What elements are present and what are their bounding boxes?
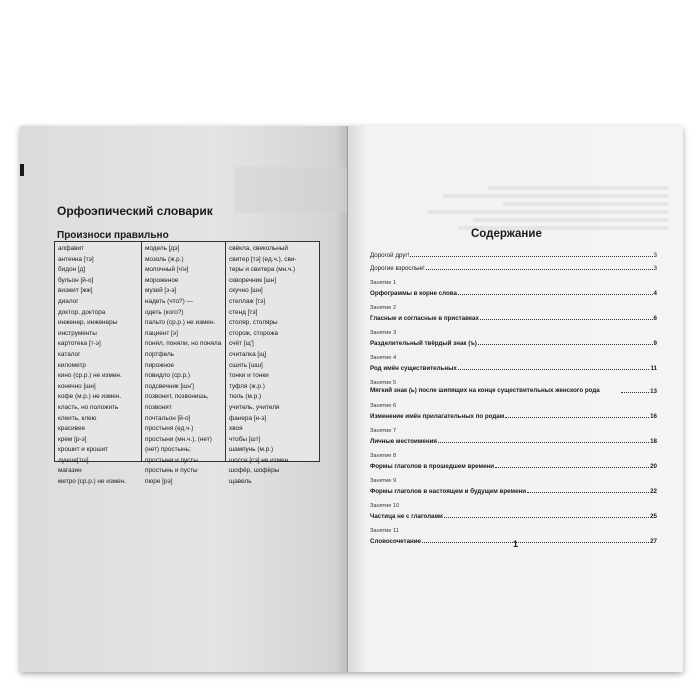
dictionary-entry: скворечник [шн] [229,276,276,284]
dictionary-entry: простыня (ед.ч.) [145,425,194,433]
toc-entry-title: Формы глаголов в настоящем и будущем времени [370,488,527,495]
dictionary-entry: каталог [58,350,81,358]
toc-leader-dots [480,319,653,320]
dictionary-entry: теры и свитера (мн.ч.) [229,266,296,274]
dictionary-entry: свёкла, свекольный [229,245,288,252]
page-edge-mark [20,164,24,176]
toc-page-number: 27 [650,538,657,545]
toc-entry-title: Мягкий знак (ь) после шипящих на конце существительных женского рода [370,387,600,394]
toc-page-number: 6 [653,315,657,322]
toc-leader-dots [458,294,653,295]
right-page [348,126,683,672]
toc-page-number: 22 [650,488,657,495]
dictionary-entry: позвонит, позвонишь, [145,393,209,401]
dictionary-entry: столяр, столяры [229,319,278,327]
dictionary-entry: подсвечник [шн'] [145,382,194,390]
dictionary-entry: модель [дэ] [145,245,180,252]
toc-entry [370,387,657,395]
dictionary-entry: крошит и крошит [58,446,109,454]
dictionary-entry: хвоя [229,425,243,433]
toc-page-number: 18 [650,438,657,445]
toc-lesson-label: Занятие 4 [370,355,397,361]
dictionary-entry: конечно [шн] [58,382,96,390]
toc-page-number: 20 [650,463,657,470]
toc-entry-title: Дорогие взрослые! [370,265,425,272]
dictionary-entry: музей [з-э] [145,287,177,295]
toc-lesson-label: Занятие 10 [370,503,400,509]
dictionary-entry: шоссе [сэ] не измен. [229,456,290,464]
toc-lesson-label: Занятие 2 [370,305,397,311]
toc-entry [370,312,657,322]
dictionary-entry: (нет) простынь; [145,446,191,454]
toc-leader-dots [621,392,649,393]
dictionary-entry: простыни (мн.ч.), (нет) [145,435,212,443]
dictionary-entry: мозоль (ж.р.) [145,255,184,263]
toc-lesson-label: Занятие 6 [370,403,397,409]
dictionary-entry: картотека [т-э] [58,340,101,348]
toc-page-number: 13 [650,388,657,395]
toc-lesson-label: Занятие 3 [370,330,397,336]
dictionary-entry: сшить [шш] [229,361,263,369]
faded-sticker [234,167,348,213]
dictionary-entry: пюре [рэ] [145,478,173,486]
toc-leader-dots [505,417,649,418]
toc-lesson-label: Занятие 1 [370,280,397,286]
dictionary-entry: бульон [й-о] [58,276,94,284]
toc-leader-dots [495,467,649,468]
contents-title: Содержание [471,228,542,240]
toc-leader-dots [422,542,649,543]
dictionary-entry: бидон [д] [58,266,86,274]
toc-entry [370,337,657,347]
dictionary-entry: класть, но положить [58,403,119,411]
toc-entry-title: Изменение имён прилагательных по родам [370,413,505,420]
toc-entry [370,287,657,297]
dictionary-title: Орфоэпический словарик [57,204,213,218]
dictionary-entry: учитель, учителя [229,403,280,411]
page-number: 1 [513,539,519,549]
dictionary-entry: пирожное [145,361,174,369]
toc-entry-title: Частица не с глаголами [370,513,443,520]
dictionary-entry: антенна [тэ] [58,255,94,263]
toc-page-number: 11 [650,365,657,372]
dictionary-entry: повидло (ср.р.) [145,372,190,380]
dictionary-entry: крем [р-э] [58,435,87,443]
dictionary-entry: шампунь (м.р.) [229,446,274,454]
toc-entry [370,410,657,420]
dictionary-entry: алфавит [58,245,84,252]
toc-leader-dots [426,269,653,270]
dictionary-entry: кино (ср.р.) не измен. [58,372,122,380]
dictionary-entry: чтобы [шт] [229,435,261,443]
dictionary-entry: лучше[тш] [58,456,89,464]
toc-entry-title: Дорогой друг! [370,252,410,259]
toc-entry [370,435,657,445]
toc-entry [370,259,657,272]
toc-leader-dots [478,344,653,345]
dictionary-entry: кофе (м.р.) не измен. [58,393,122,401]
toc-leader-dots [410,256,652,257]
toc-entry-title: Формы глаголов в прошедшем времени [370,463,495,470]
toc-entry-title: Род имён существительных [370,365,457,372]
dictionary-entry: фанера [н-э] [229,414,267,422]
dictionary-entry: портфель [145,350,175,358]
toc-lesson-label: Занятие 5 [370,380,397,386]
toc-leader-dots [458,369,650,370]
dictionary-entry: диалог [58,297,79,305]
dictionary-entry: инженер, инженеры [58,319,118,327]
dictionary-entry: щавель [229,478,252,486]
dictionary-entry: одеть (кого?) [145,308,184,316]
dictionary-entry: шофёр, шофёры [229,467,280,475]
dictionary-entry: метро (ср.р.) не измен. [58,478,127,486]
dictionary-entry: сторож, сторожа [229,329,278,337]
dictionary-entry: тонки и тонки [229,372,269,380]
toc-page-number: 25 [650,513,657,520]
toc-entry [370,246,657,259]
dictionary-entry: простыни и пусты [145,456,198,464]
toc-page-number: 4 [653,290,657,297]
dictionary-entry: магазин [58,467,82,475]
toc-entry [370,460,657,470]
left-page [20,126,348,672]
dictionary-entry: понял, поняли, но поняла [145,340,222,348]
dictionary-entry: молочный [ч'н] [145,266,189,274]
toc-lesson-label: Занятие 9 [370,478,397,484]
toc-page-number: 3 [653,265,657,272]
dictionary-subtitle: Произноси правильно [57,230,169,241]
dictionary-entry: почтальон [й-о] [145,414,191,422]
dictionary-entry: скучно [шн] [229,287,263,295]
toc-entry-title: Орфограммы в корне слова [370,290,457,297]
dictionary-entry: визжит [жж] [58,287,93,295]
dictionary-entry: километр [58,361,86,369]
dictionary-entry: инструменты [58,329,97,337]
dictionary-entry: пальто (ср.р.) не измен. [145,319,216,327]
dictionary-entry: считалка [щ] [229,350,267,358]
toc-lesson-label: Занятие 11 [370,528,399,534]
dictionary-entry: позвонят [145,403,172,411]
toc-leader-dots [444,517,649,518]
dictionary-entry: свитер [тэ] (ед.ч.), сви- [229,255,297,263]
toc-entry [370,510,657,520]
open-book [20,126,683,672]
dictionary-entry: клеить, клею [58,414,97,422]
dictionary-entry: простынь и пусты [145,467,198,475]
toc-page-number: 16 [650,413,657,420]
dictionary-entry: стенд [тэ] [229,308,258,316]
toc-lesson-label: Занятие 8 [370,453,397,459]
dictionary-entry: мороженое [145,276,179,284]
toc-entry-title: Словосочетание [370,538,421,545]
toc-entry-title: Гласные и согласные в приставках [370,315,479,322]
dictionary-column-2 [141,242,225,486]
dictionary-entry: счёт [щ'] [229,340,254,348]
dictionary-entry: красивее [58,425,86,433]
dictionary-entry: пациент [э] [145,329,178,337]
toc-page-number: 3 [653,252,657,259]
toc-page-number: 9 [653,340,657,347]
toc-entry [370,485,657,495]
dictionary-column-1 [55,242,141,486]
toc-lesson-label: Занятие 7 [370,428,397,434]
toc-leader-dots [438,442,649,443]
toc-entry [370,362,657,372]
dictionary-entry: доктор, доктора [58,308,106,316]
toc-entry-title: Разделительный твёрдый знак (ъ) [370,340,477,347]
dictionary-entry: тюль (м.р.) [229,393,262,401]
toc-leader-dots [527,492,649,493]
table-of-contents [370,246,657,545]
toc-entry-title: Личные местоимения [370,438,437,445]
dictionary-entry: надеть (что?) — [145,297,193,305]
dictionary-table [54,241,320,486]
dictionary-entry: стеллаж [тэ] [229,297,266,305]
dictionary-entry: туфля (ж.р.) [229,382,265,390]
dictionary-column-3 [225,242,319,486]
